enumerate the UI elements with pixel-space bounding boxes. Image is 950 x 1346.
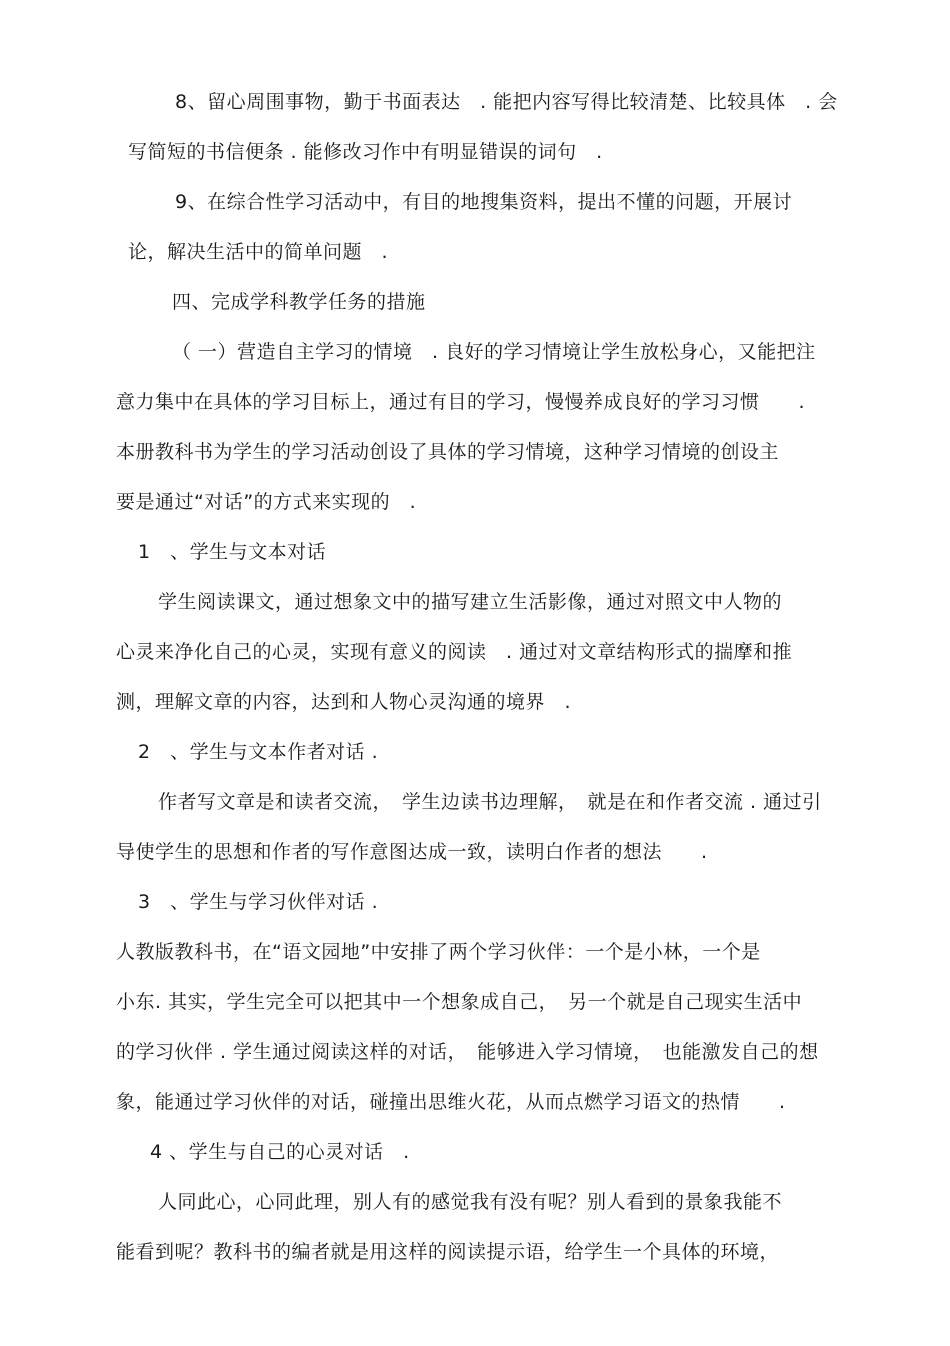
text-line: 8、留心周围事物，勤于书面表达 . 能把内容写得比较清楚、比较具体 . 会 [175,91,838,113]
text-line: 测，理解文章的内容，达到和人物心灵沟通的境界 . [116,691,572,713]
text-line: 作者写文章是和读者交流， 学生边读书边理解， 就是在和作者交流 . 通过引 [158,791,822,813]
text-line: （ 一）营造自主学习的情境 . 良好的学习情境让学生放松身心，又能把注 [172,341,816,363]
text-line: 的学习伙伴 . 学生通过阅读这样的对话， 能够进入学习情境， 也能激发自己的想 [116,1041,819,1063]
subsection-heading: 2 、学生与文本作者对话 . [138,741,379,763]
text-line: 象，能通过学习伙伴的对话，碰撞出思维火花，从而点燃学习语文的热情 . [116,1091,786,1113]
text-line: 要是通过“对话”的方式来实现的 . [116,491,417,513]
text-line: 人同此心，心同此理，别人有的感觉我有没有呢？别人看到的景象我能不 [158,1191,783,1213]
text-line: 9、在综合性学习活动中，有目的地搜集资料，提出不懂的问题，开展讨 [175,191,793,213]
subsection-heading: 4 、学生与自己的心灵对话 . [150,1141,410,1163]
section-heading: 四、完成学科教学任务的措施 [172,291,426,313]
text-line: 学生阅读课文，通过想象文中的描写建立生活影像，通过对照文中人物的 [158,591,783,613]
subsection-heading: 3 、学生与学习伙伴对话 . [138,891,379,913]
subsection-heading: 1 、学生与文本对话 [138,541,327,563]
text-line: 本册教科书为学生的学习活动创设了具体的学习情境，这种学习情境的创设主 [116,441,780,463]
text-line: 能看到呢？教科书的编者就是用这样的阅读提示语，给学生一个具体的环境， [116,1241,780,1263]
text-line: 论，解决生活中的简单问题 . [128,241,389,263]
text-line: 小东. 其实，学生完全可以把其中一个想象成自己， 另一个就是自己现实生活中 [116,991,803,1013]
text-line: 人教版教科书，在“语文园地”中安排了两个学习伙伴：一个是小林，一个是 [116,941,761,963]
text-line: 写简短的书信便条 . 能修改习作中有明显错误的词句 . [128,141,603,163]
text-line: 导使学生的思想和作者的写作意图达成一致，读明白作者的想法 . [116,841,708,863]
text-line: 心灵来净化自己的心灵，实现有意义的阅读 . 通过对文章结构形式的揣摩和推 [116,641,793,663]
text-line: 意力集中在具体的学习目标上，通过有目的学习，慢慢养成良好的学习习惯 . [116,391,806,413]
